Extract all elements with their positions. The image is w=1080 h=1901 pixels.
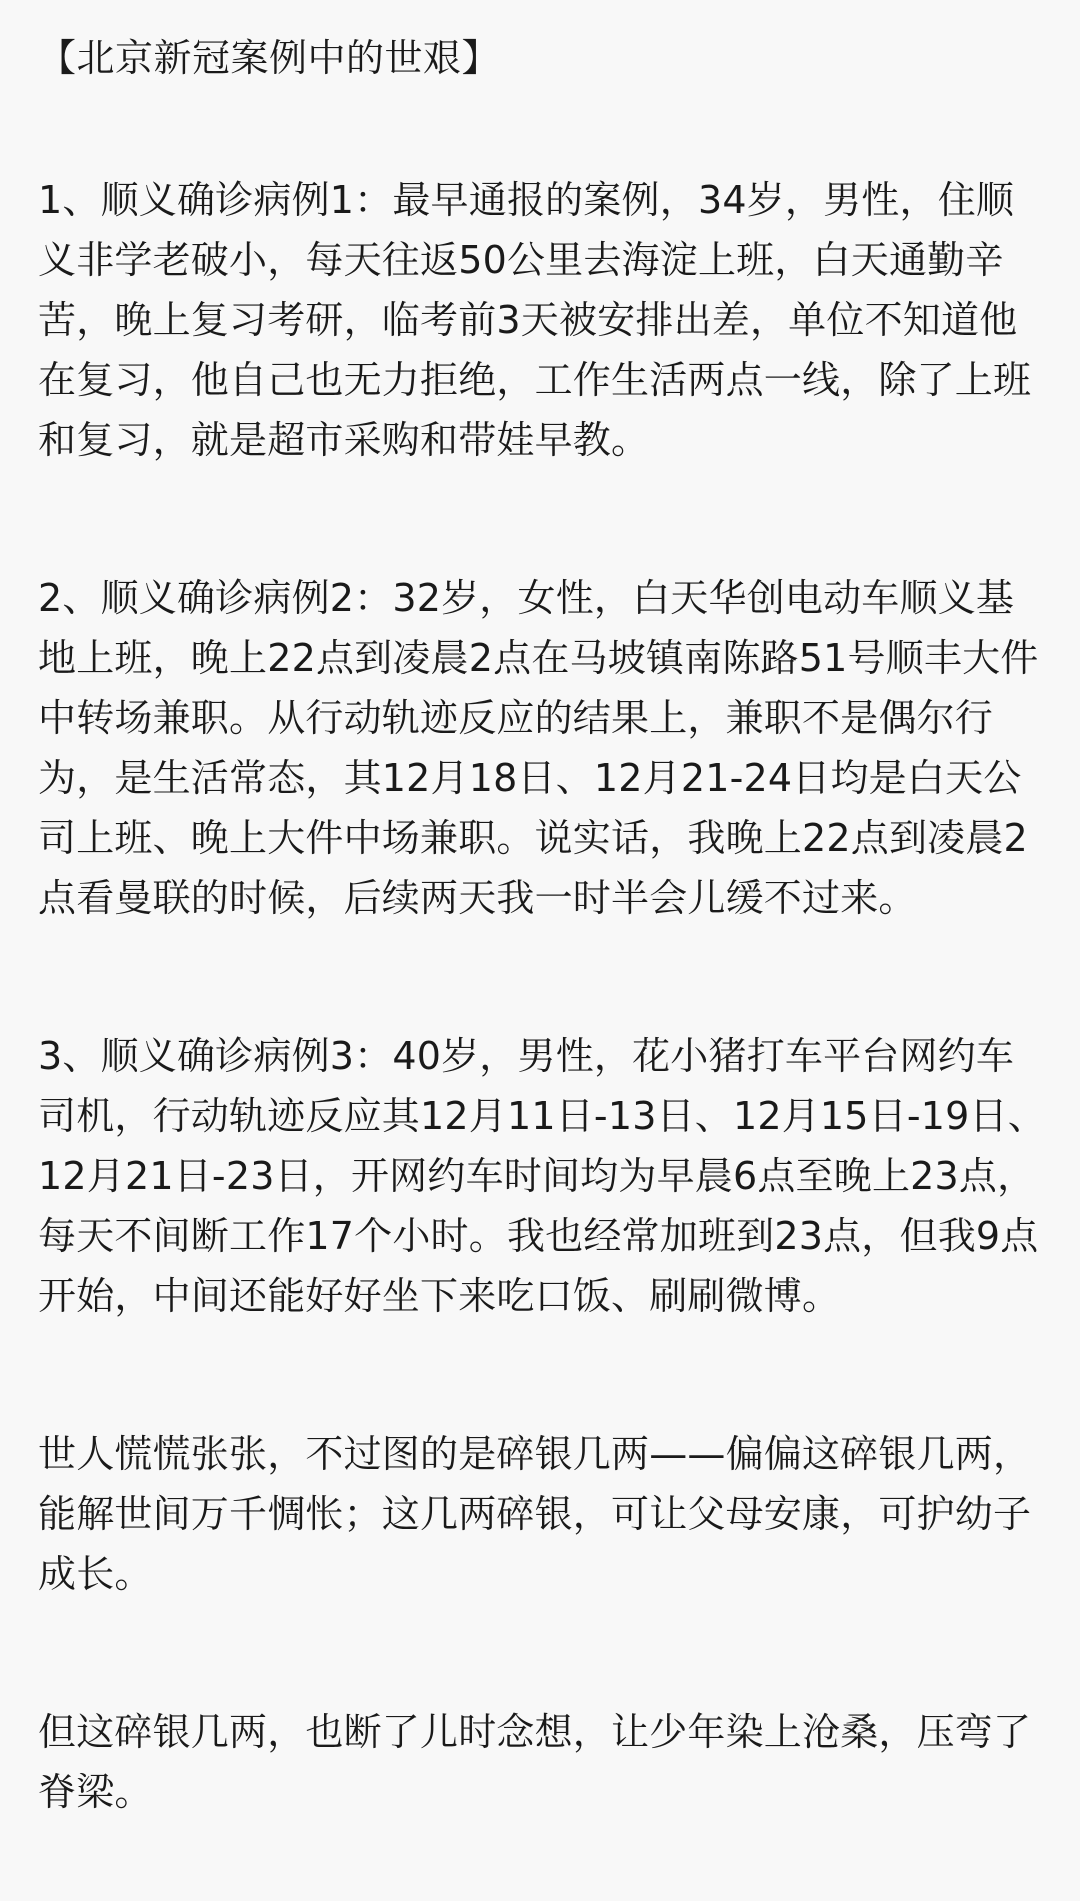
paragraph-case-1: 1、顺义确诊病例1：最早通报的案例，34岁，男性，住顺义非学老破小，每天往返50公里去海淀上班，白天通勤辛苦，晚上复习考研，临考前3天被安排出差，单位不知道他在复习，他自己也无力拒绝，工作生活两点一线，除了上班和复习，就是超市采购和带娃早教。 (38, 178, 1032, 462)
paragraph-case-3: 3、顺义确诊病例3：40岁，男性，花小猪打车平台网约车司机，行动轨迹反应其12月11日-13日、12月15日-19日、12月21日-23日，开网约车时间均为早晨6点至晚上23点，每天不间断工作17个小时。我也经常加班到23点，但我9点开始，中间还能好好坐下来吃口饭、刷刷微博。 (38, 1034, 1046, 1318)
article-title: 【北京新冠案例中的世艰】 (38, 36, 501, 80)
paragraph-case-2: 2、顺义确诊病例2：32岁，女性，白天华创电动车顺义基地上班，晚上22点到凌晨2点在马坡镇南陈路51号顺丰大件中转场兼职。从行动轨迹反应的结果上，兼职不是偶尔行为，是生活常态，其12月18日、12月21-24日均是白天公司上班、晚上大件中场兼职。说实话，我晚上22点到凌晨2点看曼联的时候，后续两天我一时半会儿缓不过来。 (38, 576, 1039, 920)
paragraph-reflection-2: 但这碎银几两，也断了儿时念想，让少年染上沧桑，压弯了脊梁。 (38, 1710, 1032, 1814)
paragraph-reflection-1: 世人慌慌张张，不过图的是碎银几两——偏偏这碎银几两，能解世间万千惆怅；这几两碎银，可让父母安康，可护幼子成长。 (38, 1432, 1032, 1596)
